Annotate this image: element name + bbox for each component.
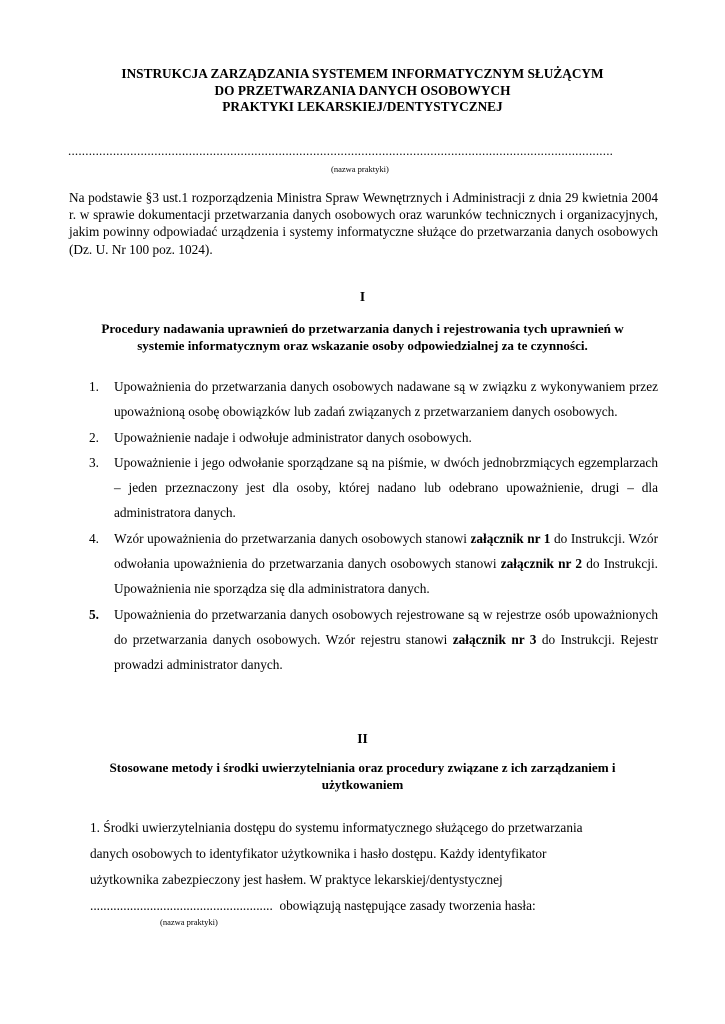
practice-name-caption-2: (nazwa praktyki) [160, 917, 218, 927]
intro-paragraph: Na podstawie §3 ust.1 rozporządzenia Ministra Spraw Wewnętrznych i Administracji z dnia 29 kwietnia 2004 r. w sprawie dokumentacji przetwarzania danych osobowych oraz warunków technicznych i organizacyjnych, jakim powinny odpowiadać urządzenia i systemy informatyczne służące do przetwarzania danych osobowych (Dz. U. Nr 100 poz. 1024). [69, 190, 658, 257]
list-item [69, 425, 658, 450]
list-item-text: Wzór upoważnienia do przetwarzania danych osobowych stanowi [114, 530, 471, 546]
section-2-number: II [357, 731, 368, 746]
list-item-number: 5. [89, 606, 99, 622]
list-item-text: Upoważnienie nadaje i odwołuje administrator danych osobowych. [114, 429, 472, 445]
section-1-heading [0, 321, 725, 354]
word: użytkownika [90, 872, 159, 887]
attachment-reference: załącznik nr 2 [500, 556, 583, 572]
list-item-number: 3. [89, 454, 99, 470]
list-item-number: 1. [89, 379, 99, 394]
word: W [309, 872, 322, 887]
section-2-heading-line-1: Stosowane metody i środki uwierzytelniania oraz procedury związane z ich zarządzaniem i [109, 760, 616, 775]
section-1-heading-line-2: systemie informatycznym oraz wskazanie osoby odpowiedzialnej za te czynności. [137, 337, 588, 353]
section-2-paragraph [90, 815, 658, 919]
paragraph-line-justified [90, 867, 658, 893]
list-item-text: Upoważnienia do przetwarzania danych osobowych rejestrowane są w rejestrze osób upoważnionych do przetwarzania danych osobowych. Wzór rejestru stanowi [114, 606, 658, 647]
paragraph-text: obowiązują następujące zasady tworzenia hasła: [279, 898, 536, 913]
list-item-number: 4. [89, 530, 99, 546]
word: jest [243, 872, 263, 887]
list-item-text: do Instrukcji. Upoważnienia nie sporządza się dla administratora danych. [114, 556, 658, 597]
word: praktyce [325, 872, 371, 887]
word: lekarskiej/dentystycznej [374, 872, 503, 887]
practice-name-fill-short: ....................................................... [90, 898, 273, 913]
attachment-reference: załącznik nr 3 [452, 631, 537, 647]
list-item-text: do Instrukcji. Wzór odwołania upoważnienia do przetwarzania danych osobowych stanowi [114, 530, 658, 572]
title-line-2: DO PRZETWARZANIA DANYCH OSOBOWYCH [214, 82, 511, 98]
list-item [69, 374, 658, 425]
paragraph-line [90, 893, 658, 919]
word: zabezpieczony [162, 872, 241, 887]
practice-name-caption: (nazwa praktyki) [331, 164, 389, 174]
list-item-text: Upoważnienia do przetwarzania danych osobowych nadawane są w związku z wykonywaniem przez upoważnioną osobę obowiązków lub zadań związanych z przetwarzaniem danych osobowych. [114, 379, 658, 420]
section-2-heading-line-2: użytkowaniem [321, 776, 404, 792]
section-1-number: I [359, 289, 366, 304]
attachment-reference: załącznik nr 1 [470, 530, 551, 546]
list-item-text: Upoważnienie i jego odwołanie sporządzane są na piśmie, w dwóch jednobrzmiących egzemplarzach – jeden przeznaczony jest dla osoby, której nadano lub odebrano upoważnienie, drugi – dla administratora danych. [114, 454, 658, 521]
list-item [69, 526, 658, 602]
list-item-number: 2. [89, 429, 99, 445]
title-line-1: INSTRUKCJA ZARZĄDZANIA SYSTEMEM INFORMATYCZNYM SŁUŻĄCYM [121, 66, 604, 81]
word: hasłem. [265, 872, 307, 887]
document-title [0, 66, 725, 116]
title-line-3: PRAKTYKI LEKARSKIEJ/DENTYSTYCZNEJ [222, 99, 503, 114]
list-item-text: do Instrukcji. Rejestr prowadzi administrator danych. [114, 631, 659, 673]
paragraph-line: 1. Środki uwierzytelniania dostępu do systemu informatycznego służącego do przetwarzania [90, 820, 583, 835]
list-item [69, 450, 658, 526]
section-2-heading [0, 760, 725, 793]
practice-name-fill-line: .............................................................................................................................................................. [68, 144, 614, 158]
section-1-list [69, 374, 658, 678]
section-1-heading-line-1: Procedury nadawania uprawnień do przetwarzania danych i rejestrowania tych uprawnień w [101, 321, 624, 336]
list-item [69, 602, 658, 678]
paragraph-line: danych osobowych to identyfikator użytkownika i hasło dostępu. Każdy identyfikator [90, 846, 547, 861]
